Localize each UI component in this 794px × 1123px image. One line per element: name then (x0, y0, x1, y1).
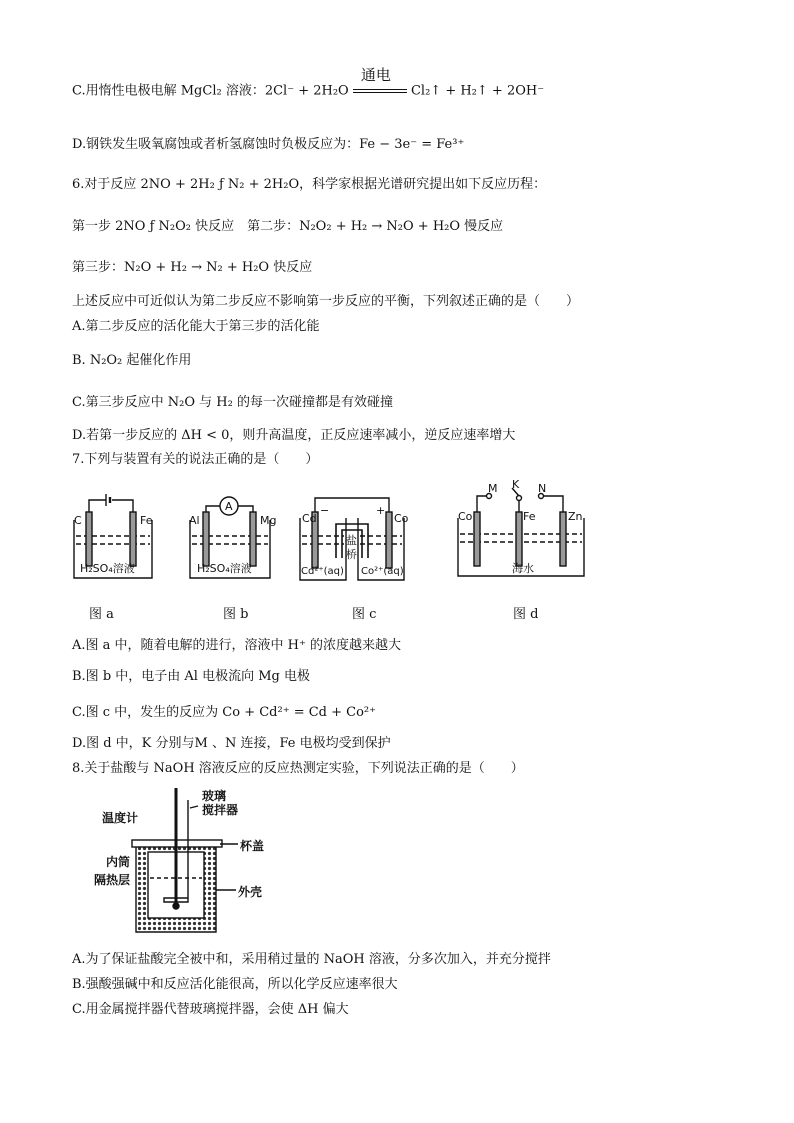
fig-c-solution-right: Co²⁺(aq) (361, 566, 404, 577)
q7-option-c: C.图 c 中，发生的反应为 Co + Cd²⁺ = Cd + Co²⁺ (72, 705, 376, 720)
label-inner-cup: 内筒 (106, 855, 131, 869)
fig-c-solution-left: Cd²⁺(aq) (301, 566, 344, 577)
q6-steps-1-2: 第一步 2NO ƒ N₂O₂ 快反应 第二步：N₂O₂ + H₂ → N₂O + H₂O 慢反应 (72, 219, 504, 234)
fig-d-n: N (538, 482, 547, 495)
fig-c-right-electrode: Co (394, 512, 409, 525)
fig-d-caption: 图 d (513, 607, 539, 622)
electrolysis-condition: 通电 (360, 66, 391, 84)
q6-question: 上述反应中可近似认为第二步反应不影响第一步反应的平衡，下列叙述正确的是（ ） (72, 294, 580, 309)
fig-a-solution: H₂SO₄溶液 (80, 562, 135, 575)
q7-stem: 7.下列与装置有关的说法正确的是（ ） (72, 452, 319, 467)
label-shell: 外壳 (238, 885, 263, 899)
fig-b-caption: 图 b (223, 607, 249, 622)
label-stirrer-2: 搅拌器 (202, 803, 239, 817)
fig-c-caption: 图 c (352, 607, 377, 622)
q8-stem: 8.关于盐酸与 NaOH 溶液反应的反应热测定实验，下列说法正确的是（ ） (72, 761, 524, 776)
q5-option-d: D.钢铁发生吸氧腐蚀或者析氢腐蚀时负极反应为：Fe − 3e⁻ = Fe³⁺ (72, 137, 465, 152)
label-thermometer: 温度计 (102, 811, 139, 825)
q5-option-c (72, 66, 545, 101)
q8-option-a: A.为了保证盐酸完全被中和，采用稍过量的 NaOH 溶液，分多次加入，并充分搅拌 (72, 952, 551, 967)
fig-d-right-electrode: Zn (568, 510, 583, 523)
fig-c-plus: + (376, 504, 386, 517)
q6-option-d: D.若第一步反应的 ΔH < 0，则升高温度，正反应速率减小，逆反应速率增大 (72, 428, 516, 443)
fig-d-k: K (512, 478, 520, 491)
q6-step-3: 第三步：N₂O + H₂ → N₂ + H₂O 快反应 (72, 260, 313, 275)
q7-option-a: A.图 a 中，随着电解的进行，溶液中 H⁺ 的浓度越来越大 (72, 638, 401, 653)
fig-a-caption: 图 a (89, 607, 114, 622)
label-lid: 杯盖 (240, 839, 265, 853)
fig-d-mid-electrode: Fe (523, 510, 536, 523)
fig-a-left-electrode: C (74, 514, 82, 527)
q7-option-d: D.图 d 中，K 分别与M 、N 连接，Fe 电极均受到保护 (72, 736, 391, 751)
q6-option-b: B. N₂O₂ 起催化作用 (72, 353, 192, 368)
fig-a-right-electrode: Fe (140, 514, 153, 527)
electrolysis-arrow (353, 66, 407, 100)
fig-d-solution: 海水 (512, 562, 534, 575)
fig-c-minus: − (320, 504, 330, 517)
q5-option-c-text: C.用惰性电极电解 MgCl₂ 溶液：2Cl⁻ + 2H₂O (72, 83, 349, 99)
fig-d-left-electrode: Co (458, 510, 473, 523)
fig-d-m: M (488, 482, 498, 495)
fig-c-bridge-1: 盐 (346, 534, 357, 547)
q6-stem: 6.对于反应 2NO + 2H₂ ƒ N₂ + 2H₂O，科学家根据光谱研究提出如下反应历程： (72, 177, 547, 192)
q7-apparatus-figures (60, 478, 600, 598)
fig-b-left-electrode: Al (189, 514, 200, 527)
label-insulation: 隔热层 (94, 873, 131, 887)
q6-option-c: C.第三步反应中 N₂O 与 H₂ 的每一次碰撞都是有效碰撞 (72, 395, 393, 410)
fig-c-left-electrode: Cd (302, 512, 317, 525)
q7-option-b: B.图 b 中，电子由 Al 电极流向 Mg 电极 (72, 669, 310, 684)
q5-option-c-products: Cl₂↑ + H₂↑ + 2OH⁻ (410, 83, 545, 99)
q6-option-a: A.第二步反应的活化能大于第三步的活化能 (72, 319, 320, 334)
q8-option-c: C.用金属搅拌器代替玻璃搅拌器，会使 ΔH 偏大 (72, 1002, 349, 1017)
label-stirrer-1: 玻璃 (202, 789, 227, 803)
calorimeter-figure (92, 786, 282, 936)
fig-b-right-electrode: Mg (260, 514, 277, 527)
fig-b-meter: A (225, 500, 233, 513)
fig-b-solution: H₂SO₄溶液 (197, 562, 252, 575)
q8-option-b: B.强酸强碱中和反应活化能很高，所以化学反应速率很大 (72, 977, 398, 992)
fig-c-bridge-2: 桥 (346, 548, 357, 561)
